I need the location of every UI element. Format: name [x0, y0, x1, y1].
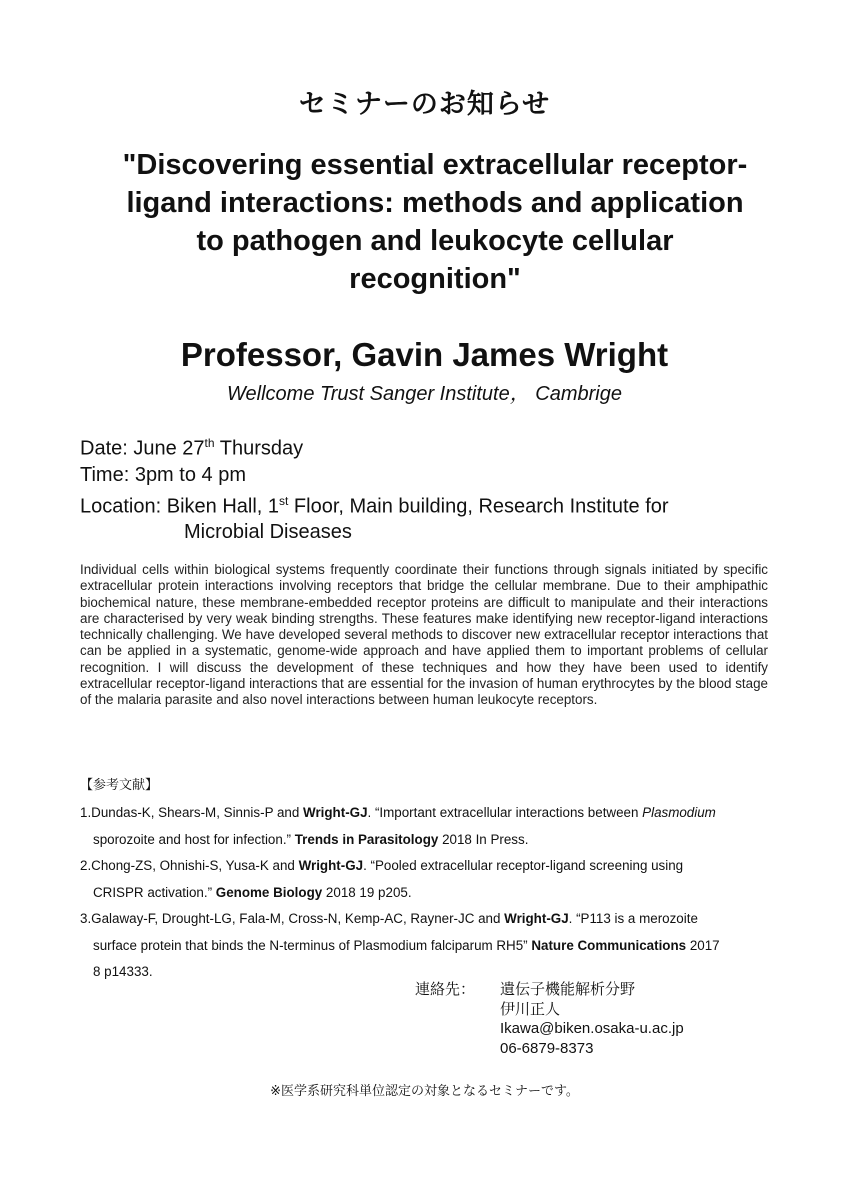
reference-journal: Genome Biology: [215, 884, 323, 900]
reference-authors: 3.Galaway-F, Drought-LG, Fala-M, Cross-N, Kemp-AC, Rayner-JC and: [80, 911, 505, 926]
reference-details: 2018 In Press.: [438, 831, 529, 847]
event-location-suffix: Floor, Main building, Research Institute for: [288, 495, 669, 518]
event-date-text: Date: June 27: [80, 437, 205, 460]
event-date-suffix: Thursday: [214, 437, 304, 460]
references-heading: 【参考文献】: [80, 778, 159, 793]
reference-title-italic: Plasmodium: [642, 805, 716, 820]
reference-author-highlight: Wright-GJ: [504, 911, 569, 926]
reference-authors: 2.Chong-ZS, Ohnishi-S, Yusa-K and: [80, 858, 299, 873]
reference-title: surface protein that binds the N-terminus of Plasmodium falciparum RH5”: [93, 937, 532, 953]
reference-authors: 1.Dundas-K, Shears-M, Sinnis-P and: [80, 805, 304, 820]
contact-label: 連絡先：: [415, 980, 476, 998]
event-location: [80, 488, 780, 520]
contact-phone: 06-6879-8373: [500, 1040, 594, 1057]
reference-item: [80, 906, 780, 986]
reference-author-highlight: Wright-GJ: [298, 858, 364, 873]
reference-item: [80, 800, 780, 853]
contact-email[interactable]: Ikawa@biken.osaka-u.ac.jp: [500, 1020, 684, 1037]
event-location-line2: Microbial Diseases: [184, 521, 352, 544]
event-time: Time: 3pm to 4 pm: [80, 463, 246, 486]
reference-journal: Trends in Parasitology: [294, 831, 439, 847]
event-location-text: Location: Biken Hall, 1: [80, 495, 280, 518]
event-date-sup: th: [204, 436, 215, 450]
reference-line: [80, 800, 780, 827]
event-location-sup: st: [279, 493, 289, 508]
event-details: [80, 430, 780, 545]
speaker-name: Professor, Gavin James Wright: [180, 336, 669, 373]
reference-line: [80, 827, 780, 854]
reference-details: 2017: [686, 937, 720, 953]
reference-line: [80, 933, 780, 960]
reference-author-highlight: Wright-GJ: [303, 805, 368, 820]
reference-title: sporozoite and host for infection.”: [93, 831, 295, 847]
reference-title: . “Important extracellular interactions between: [367, 805, 643, 820]
reference-line: [80, 906, 780, 933]
talk-title: "Discovering essential extracellular receptor-ligand interactions: methods and application to pathogen and leukocyte cellular recognition": [122, 149, 748, 295]
reference-line: 8 p14333.: [93, 964, 153, 979]
reference-title: . “P113 is a merozoite: [568, 911, 698, 926]
reference-details: 2018 19 p205.: [322, 884, 412, 900]
references-list: [80, 800, 780, 986]
reference-journal: Nature Communications: [531, 937, 687, 953]
reference-line: [80, 880, 780, 907]
credit-footnote: ※医学系研究科単位認定の対象となるセミナーです。: [270, 1084, 579, 1099]
speaker-affiliation: Wellcome Trust Sanger Institute， Cambrige: [227, 383, 622, 405]
contact-department: 遺伝子機能解析分野: [500, 980, 636, 998]
event-date: [80, 430, 780, 462]
reference-title: . “Pooled extracellular receptor-ligand screening using: [363, 858, 684, 873]
reference-line: [80, 853, 780, 880]
reference-title: CRISPR activation.”: [93, 884, 216, 900]
notice-heading: セミナーのお知らせ: [298, 89, 551, 120]
contact-lines: [500, 979, 684, 1059]
abstract-text: Individual cells within biological systems frequently coordinate their functions through signals initiated by specific extracellular protein interactions involving receptors that bridge the cellular membrane. Due to their amphipathic biochemical nature, these membrane-embedded receptor proteins are difficult to manipulate and their interactions are characterised by very weak binding strengths. These features make identifying new receptor-ligand interactions technically challenging. We have developed several methods to discover new extracellular receptor interactions that can be applied in a systematic, genome-wide approach and have applied them to important problems of cellular recognition. I will discuss the development of these techniques and how they have been used to identify extracellular receptor-ligand interactions that are essential for the invasion of human erythrocytes by the blood stage of the malaria parasite and also novel interactions between human leukocyte receptors.: [80, 562, 768, 708]
reference-item: [80, 853, 780, 906]
contact-name: 伊川正人: [500, 1000, 561, 1018]
